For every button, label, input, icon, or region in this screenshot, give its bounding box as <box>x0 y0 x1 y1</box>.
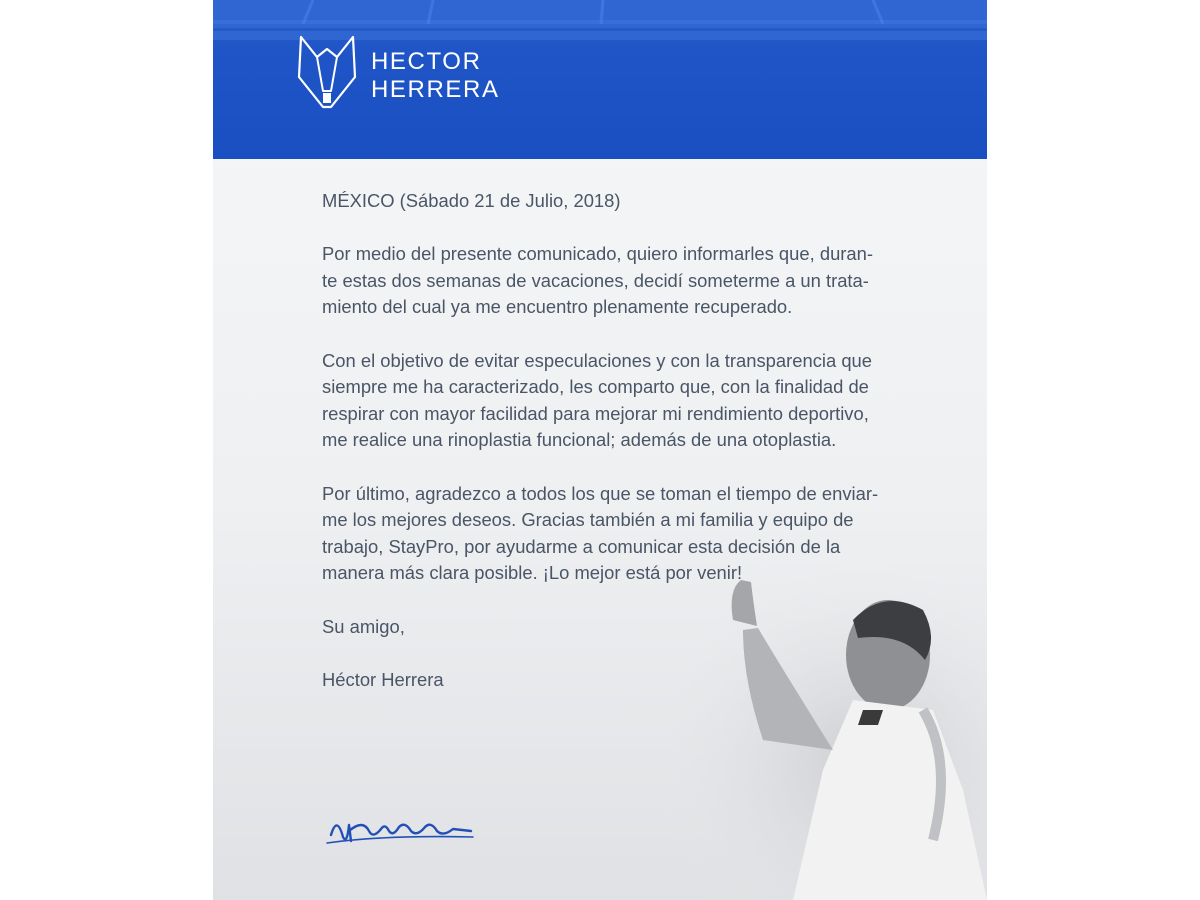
paragraph-line: me los mejores deseos. Gracias también a mi familia y equipo de <box>322 509 854 531</box>
paragraph-line: te estas dos semanas de vacaciones, decidí someterme a un trata- <box>322 269 869 291</box>
paragraph-2 <box>322 348 922 454</box>
paragraph-1 <box>322 241 922 321</box>
handwritten-signature <box>323 805 483 850</box>
paragraph-line: Con el objetivo de evitar especulaciones y con la transparencia que <box>322 349 873 371</box>
paragraph-line: Por medio del presente comunicado, quiero informarles que, duran- <box>322 243 874 265</box>
fox-head-logo-icon <box>297 33 357 111</box>
paragraph-line: me realice una rinoplastia funcional; además de una otoplastia. <box>322 429 837 451</box>
paragraph-line: miento del cual ya me encuentro plenamente recuperado. <box>322 296 793 318</box>
brand-name-line1: HECTOR <box>371 48 482 75</box>
paragraph-line: respirar con mayor facilidad para mejorar mi rendimiento deportivo, <box>322 402 869 424</box>
brand-name-line2: HERRERA <box>371 76 500 103</box>
signer-name: Héctor Herrera <box>322 668 444 690</box>
brand-name <box>371 48 500 104</box>
closing: Su amigo, <box>322 615 405 637</box>
paragraph-line: siempre me ha caracterizado, les comparto que, con la finalidad de <box>322 376 869 398</box>
header-banner <box>213 0 987 159</box>
letter-body <box>322 188 922 693</box>
press-release-page <box>213 0 987 900</box>
paragraph-line: trabajo, StayPro, por ayudarme a comunicar esta decisión de la <box>322 535 841 557</box>
paragraph-line: manera más clara posible. ¡Lo mejor está por venir! <box>322 562 743 584</box>
dateline: MÉXICO (Sábado 21 de Julio, 2018) <box>322 190 621 211</box>
paragraph-3 <box>322 481 922 587</box>
paragraph-line: Por último, agradezco a todos los que se toman el tiempo de enviar- <box>322 482 879 504</box>
